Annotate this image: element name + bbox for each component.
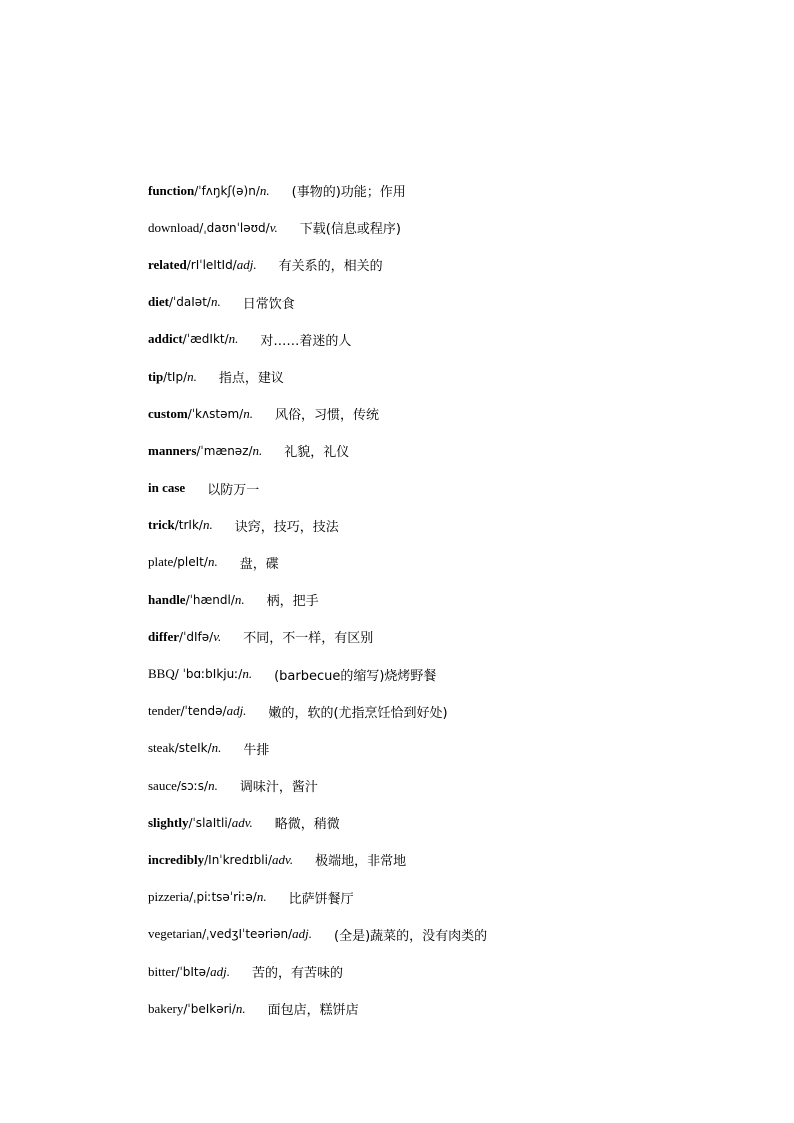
vocab-part-of-speech: n. [211,740,222,756]
vocab-meaning: 指点，建议 [218,371,284,387]
vocab-word: custom [148,405,188,421]
vocab-entry [148,209,768,246]
vocab-phonetic: /sɔːs/ [176,778,209,793]
vocab-phonetic: /steIk/ [174,741,212,756]
vocab-phonetic: /ˌdaʊnˈləʊd/ [199,220,270,235]
vocab-meaning: 调味汁，酱汁 [239,780,318,796]
vocab-phonetic: /trIk/ [174,518,203,533]
vocab-entry [148,470,768,507]
vocab-part-of-speech: n. [228,331,239,347]
vocab-entry [148,730,768,767]
vocab-entry [148,358,768,395]
vocab-phonetic: /ˈdaIət/ [168,295,211,310]
vocab-part-of-speech: n. [256,889,267,905]
vocab-phonetic: /tIp/ [163,369,188,384]
vocab-word: addict [148,331,183,347]
vocab-part-of-speech: adj. [226,703,247,719]
vocab-meaning: 有关系的，相关的 [278,259,383,275]
vocab-phonetic: /ˈædIkt/ [182,332,229,347]
vocab-meaning: 对……着迷的人 [260,333,352,349]
vocab-meaning: 苦的，有苦味的 [251,966,343,982]
vocab-part-of-speech: n. [242,666,253,682]
vocab-word: in case [148,480,186,496]
vocab-entry [148,767,768,804]
vocab-meaning: 比萨饼餐厅 [288,891,354,907]
vocab-word: incredibly [148,851,205,867]
vocab-entry [148,655,768,692]
vocab-meaning: 牛排 [243,742,270,758]
vocab-word: function [148,182,195,198]
vocab-word: diet [148,294,169,310]
vocab-word: slightly [148,814,189,830]
vocab-word: trick [148,517,175,533]
vocab-phonetic: /ˌvedʒIˈteəriən/ [202,927,293,942]
vocab-part-of-speech: n. [210,294,221,310]
vocab-meaning: (全是)蔬菜的，没有肉类的 [334,928,488,944]
vocab-entry [148,841,768,878]
vocab-word: bakery [148,1000,184,1016]
vocab-meaning: 下载(信息或程序) [299,222,401,238]
vocab-phonetic: /ˈbeIkəri/ [183,1001,236,1016]
vocab-meaning: 诀窍，技巧，技法 [234,519,339,535]
vocab-entry [148,246,768,283]
vocab-part-of-speech: n. [187,368,197,384]
vocab-meaning: 面包店，糕饼店 [267,1003,359,1019]
vocab-entry [148,693,768,730]
vocab-entry [148,804,768,841]
vocab-entry [148,916,768,953]
vocab-meaning: 日常饮食 [242,296,295,312]
vocab-part-of-speech: n. [259,182,270,198]
vocab-entry [148,507,768,544]
vocab-meaning: 风俗，习惯，传统 [274,408,379,424]
vocab-word: related [148,256,187,272]
vocab-part-of-speech: n. [207,554,218,570]
vocab-word: vegetarian [148,926,203,942]
vocab-phonetic: /ˈkʌstəm/ [187,406,244,421]
vocab-phonetic: /Inˈkredɪbli/ [204,852,273,867]
vocab-meaning: 略微，稍微 [274,817,340,833]
vocab-part-of-speech: adj. [236,256,257,272]
vocab-part-of-speech: n. [243,405,253,421]
vocab-word: differ [148,628,180,644]
vocab-meaning: 以防万一 [207,482,260,498]
vocab-list [148,172,768,1027]
vocab-part-of-speech: adj. [292,926,312,942]
vocab-entry [148,432,768,469]
vocab-entry [148,544,768,581]
vocab-part-of-speech: adj. [210,963,230,979]
vocab-part-of-speech: n. [208,777,218,793]
vocab-word: plate [148,554,174,570]
vocab-entry [148,395,768,432]
vocab-word: bitter [148,963,176,979]
vocab-part-of-speech: n. [234,591,245,607]
vocab-entry [148,990,768,1027]
vocab-entry [148,321,768,358]
vocab-entry [148,879,768,916]
vocab-word: tender [148,703,181,719]
vocab-word: pizzeria [148,889,190,905]
vocab-phonetic: /pleIt/ [173,555,208,570]
vocab-phonetic: /ˈfʌŋkʃ(ə)n/ [194,183,260,198]
vocab-word: steak [148,740,175,756]
vocab-part-of-speech: adv. [231,814,253,830]
vocab-part-of-speech: adv. [272,851,294,867]
vocab-part-of-speech: v. [213,628,222,644]
vocab-entry [148,953,768,990]
vocab-phonetic: / ˈbɑːbIkjuː/ [174,667,243,682]
vocab-word: download [148,219,200,235]
vocab-word: tip [148,368,164,384]
vocab-phonetic: /ˈhændl/ [185,592,235,607]
vocab-meaning: (事物的)功能；作用 [291,185,406,201]
vocab-phonetic: /ˈmænəz/ [196,443,253,458]
vocab-meaning: 不同，不一样，有区别 [243,631,374,647]
vocab-meaning: 嫩的，软的(尤指烹饪恰到好处) [268,705,448,721]
vocab-word: BBQ [148,666,175,682]
vocab-word: manners [148,442,197,458]
vocab-meaning: (barbecue的缩写)烧烤野餐 [274,668,437,684]
vocab-phonetic: /ˈdIfə/ [179,629,214,644]
vocab-phonetic: /ˌpiːtsəˈriːə/ [189,890,257,905]
vocab-entry [148,284,768,321]
vocab-phonetic: /ˈslaItli/ [188,815,232,830]
vocab-meaning: 柄，把手 [266,594,319,610]
vocab-meaning: 盘，碟 [239,556,279,572]
vocab-word: sauce [148,777,177,793]
vocab-phonetic: /ˈbItə/ [175,964,211,979]
vocab-entry [148,581,768,618]
vocab-part-of-speech: n. [235,1000,246,1016]
vocab-part-of-speech: n. [252,442,263,458]
vocab-phonetic: /ˈtendə/ [180,704,227,719]
vocab-phonetic: /rIˈleItId/ [186,257,237,272]
vocab-word: handle [148,591,186,607]
vocab-meaning: 极端地，非常地 [315,854,407,870]
vocab-entry [148,618,768,655]
vocab-meaning: 礼貌，礼仪 [284,445,350,461]
vocab-part-of-speech: v. [269,219,278,235]
vocab-part-of-speech: n. [202,517,213,533]
vocab-entry [148,172,768,209]
